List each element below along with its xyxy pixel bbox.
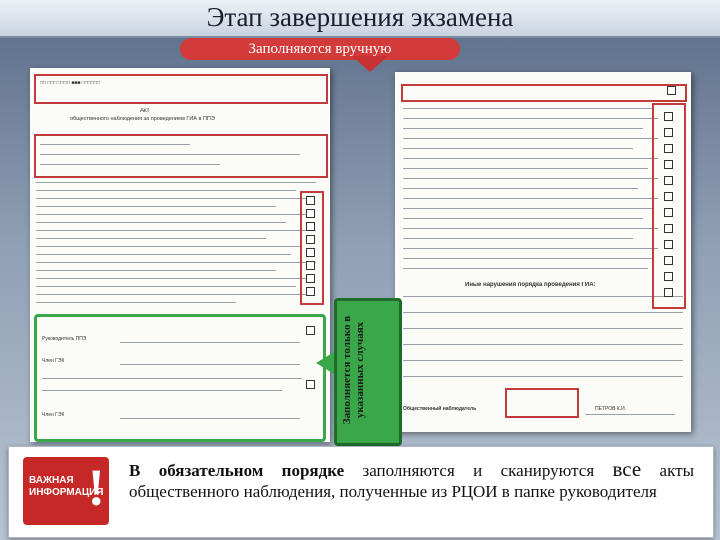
checkbox[interactable]	[664, 192, 673, 201]
notice-emph: все	[612, 457, 642, 481]
checkbox[interactable]	[306, 261, 315, 270]
checkbox[interactable]	[306, 196, 315, 205]
sig-label-2: Член ГЭК	[42, 358, 65, 364]
notice-tail: акты общественного наблюдения, полученные из РЦОИ в папке руководителя	[129, 461, 694, 501]
conditional-fill-banner	[334, 298, 402, 446]
checkbox[interactable]	[664, 128, 673, 137]
slide-title: Этап завершения экзамена	[206, 2, 514, 32]
checkbox[interactable]	[664, 288, 673, 297]
checkbox[interactable]	[306, 380, 315, 389]
act-subheading: общественного наблюдения за проведением ГИА в ППЭ	[70, 116, 215, 122]
checkbox[interactable]	[306, 248, 315, 257]
checkbox[interactable]	[664, 208, 673, 217]
checkbox[interactable]	[664, 176, 673, 185]
checkbox[interactable]	[306, 287, 315, 296]
checkbox[interactable]	[664, 224, 673, 233]
checkbox[interactable]	[664, 160, 673, 169]
act-heading: Акт	[140, 108, 150, 114]
exclamation-icon: !	[87, 460, 105, 517]
checkbox[interactable]	[664, 240, 673, 249]
notice-mid: заполняются и сканируются	[344, 461, 613, 480]
checkbox[interactable]	[306, 326, 315, 335]
observer-label: Общественный наблюдатель	[403, 406, 477, 412]
checkbox[interactable]	[664, 256, 673, 265]
left-arrow-icon	[316, 352, 334, 374]
left-act-document: □□ □□□ □□□□ ■■■ □□□□□□ Акт общественного наблюдения за проведением ГИА в ППЭ Руководитель ППЭ Член ГЭК Член ГЭК	[30, 68, 330, 442]
header-codes-frame	[34, 74, 328, 104]
sig-label-3: Член ГЭК	[42, 412, 65, 418]
banner-text: Заполняется только в указанных случаях	[341, 315, 366, 425]
checkbox[interactable]	[306, 222, 315, 231]
right-header-frame	[401, 84, 687, 102]
checkbox[interactable]	[306, 235, 315, 244]
observer-name: ПЕТРОВ К.И.	[595, 406, 627, 412]
checkbox[interactable]	[306, 274, 315, 283]
checkbox[interactable]	[667, 86, 676, 95]
checkbox[interactable]	[664, 272, 673, 281]
checkbox[interactable]	[664, 144, 673, 153]
signature-frame	[505, 388, 579, 418]
subtitle-pill: Заполняются вручную	[180, 38, 460, 60]
important-notice	[8, 446, 714, 538]
checkbox[interactable]	[664, 112, 673, 121]
sig-label-1: Руководитель ППЭ	[42, 336, 87, 342]
date-time-frame	[34, 134, 328, 178]
notice-text	[129, 459, 694, 502]
right-doc-heading: Иные нарушения порядка проведения ГИА:	[465, 282, 596, 288]
important-info-badge	[23, 457, 109, 525]
right-act-document	[395, 72, 691, 432]
down-arrow-icon	[352, 56, 388, 72]
checkbox[interactable]	[306, 209, 315, 218]
notice-bold-lead: В обязательном порядке	[129, 461, 345, 480]
badge-text: ВАЖНАЯ ИНФОРМАЦИЯ	[29, 475, 104, 498]
